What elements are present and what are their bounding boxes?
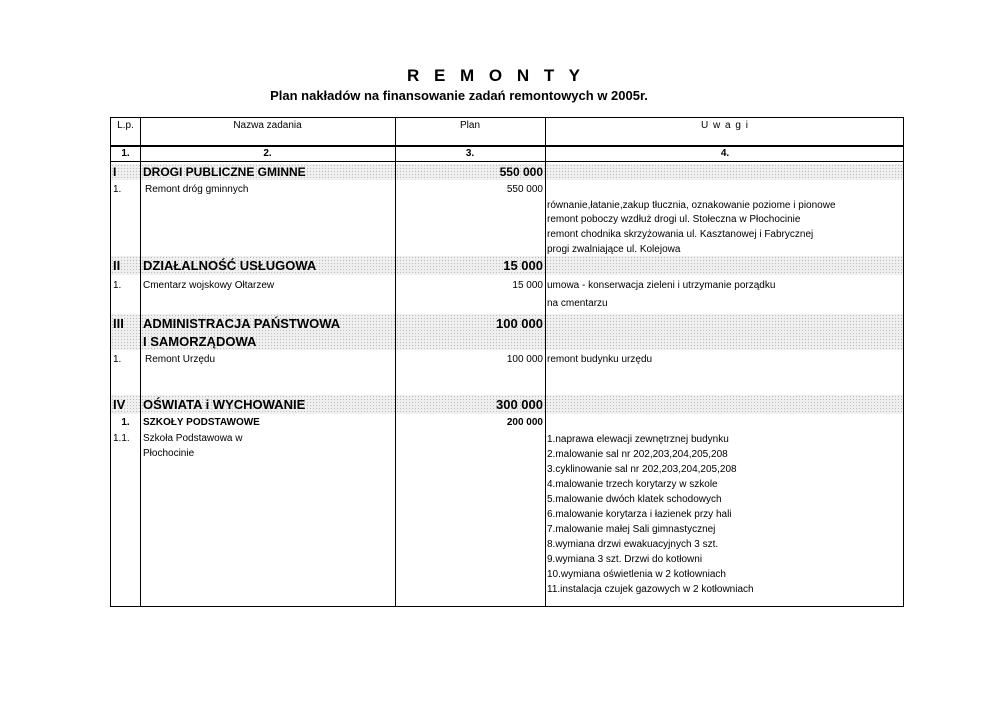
document-subtitle: Plan nakładów na finansowanie zadań remontowych w 2005r. <box>270 88 648 103</box>
note-line: 8.wymiana drzwi ewakuacyjnych 3 szt. <box>547 539 719 550</box>
note-line: 6.malowanie korytarza i łazienek przy hali <box>547 509 732 520</box>
subsection-name: SZKOŁY PODSTAWOWE <box>143 417 260 428</box>
item-number: 1. <box>113 184 122 195</box>
note-line: 9.wymiana 3 szt. Drzwi do kotłowni <box>547 554 703 565</box>
section-amount: 100 000 <box>496 316 543 331</box>
note-line: na cmentarzu <box>547 298 608 309</box>
note-line: 2.malowanie sal nr 202,203,204,205,208 <box>547 449 728 460</box>
item-name-line2: Płochocinie <box>143 448 195 459</box>
note-line: równanie,łatanie,zakup tłucznia, oznakowanie poziome i pionowe <box>547 200 836 211</box>
item-name: Cmentarz wojskowy Ołtarzew <box>143 280 275 291</box>
section-name: DROGI PUBLICZNE GMINNE <box>143 165 306 179</box>
note-line: 3.cyklinowanie sal nr 202,203,204,205,208 <box>547 464 737 475</box>
header-uwagi: U w a g i <box>701 120 749 131</box>
item-amount: 15 000 <box>512 280 543 291</box>
section-number: I <box>113 165 117 179</box>
item-name: Remont Urzędu <box>145 354 216 365</box>
section-amount: 300 000 <box>496 397 543 412</box>
col-number-4: 4. <box>720 148 730 159</box>
header-rule <box>111 161 903 162</box>
col-number-2: 2. <box>263 148 272 159</box>
item-amount: 100 000 <box>506 354 543 365</box>
note-line: progi zwalniające ul. Kolejowa <box>547 244 681 255</box>
section-name-line1: ADMINISTRACJA PAŃSTWOWA <box>143 316 341 331</box>
header-rule <box>111 145 903 147</box>
note-line: 5.malowanie dwóch klatek schodowych <box>547 494 722 505</box>
note-line: 7.malowanie małej Sali gimnastycznej <box>547 524 716 535</box>
header-lp: L.p. <box>117 120 134 131</box>
header-nazwa: Nazwa zadania <box>233 120 302 131</box>
section-number: II <box>113 258 121 273</box>
section-number: III <box>113 316 124 331</box>
section-number: IV <box>113 397 126 412</box>
note-line: 4.malowanie trzech korytarzy w szkole <box>547 479 718 490</box>
document-title: R E M O N T Y <box>406 66 586 85</box>
budget-table <box>110 117 904 607</box>
col-number-1: 1. <box>121 148 130 159</box>
subsection-amount: 200 000 <box>506 417 543 428</box>
note-line: remont budynku urzędu <box>547 354 653 365</box>
col-divider <box>545 118 546 606</box>
note-line: remont chodnika skrzyżowania ul. Kasztanowej i Fabrycznej <box>547 229 814 240</box>
item-amount: 550 000 <box>506 184 543 195</box>
item-number: 1. <box>113 280 122 291</box>
section-amount: 550 000 <box>499 165 543 179</box>
note-line: 11.instalacja czujek gazowych w 2 kotłowniach <box>547 584 754 595</box>
item-number: 1. <box>113 354 122 365</box>
note-line: umowa - konserwacja zieleni i utrzymanie porządku <box>547 280 776 291</box>
header-plan: Plan <box>459 120 480 131</box>
item-number: 1.1. <box>113 433 130 444</box>
col-divider <box>140 118 141 606</box>
note-line: remont poboczy wzdłuż drogi ul. Stołeczna w Płochocinie <box>547 214 801 225</box>
section-name: DZIAŁALNOŚĆ USŁUGOWA <box>143 258 317 273</box>
item-name-line1: Szkoła Podstawowa w <box>143 433 243 444</box>
section-name: OŚWIATA i WYCHOWANIE <box>143 397 306 412</box>
section-name-line2: I SAMORZĄDOWA <box>143 334 257 349</box>
section-amount: 15 000 <box>503 258 543 273</box>
note-line: 1.naprawa elewacji zewnętrznej budynku <box>547 434 729 445</box>
col-number-3: 3. <box>465 148 475 159</box>
note-line: 10.wymiana oświetlenia w 2 kotłowniach <box>547 569 726 580</box>
subsection-number: 1. <box>121 417 130 428</box>
item-name: Remont dróg gminnych <box>145 184 249 195</box>
